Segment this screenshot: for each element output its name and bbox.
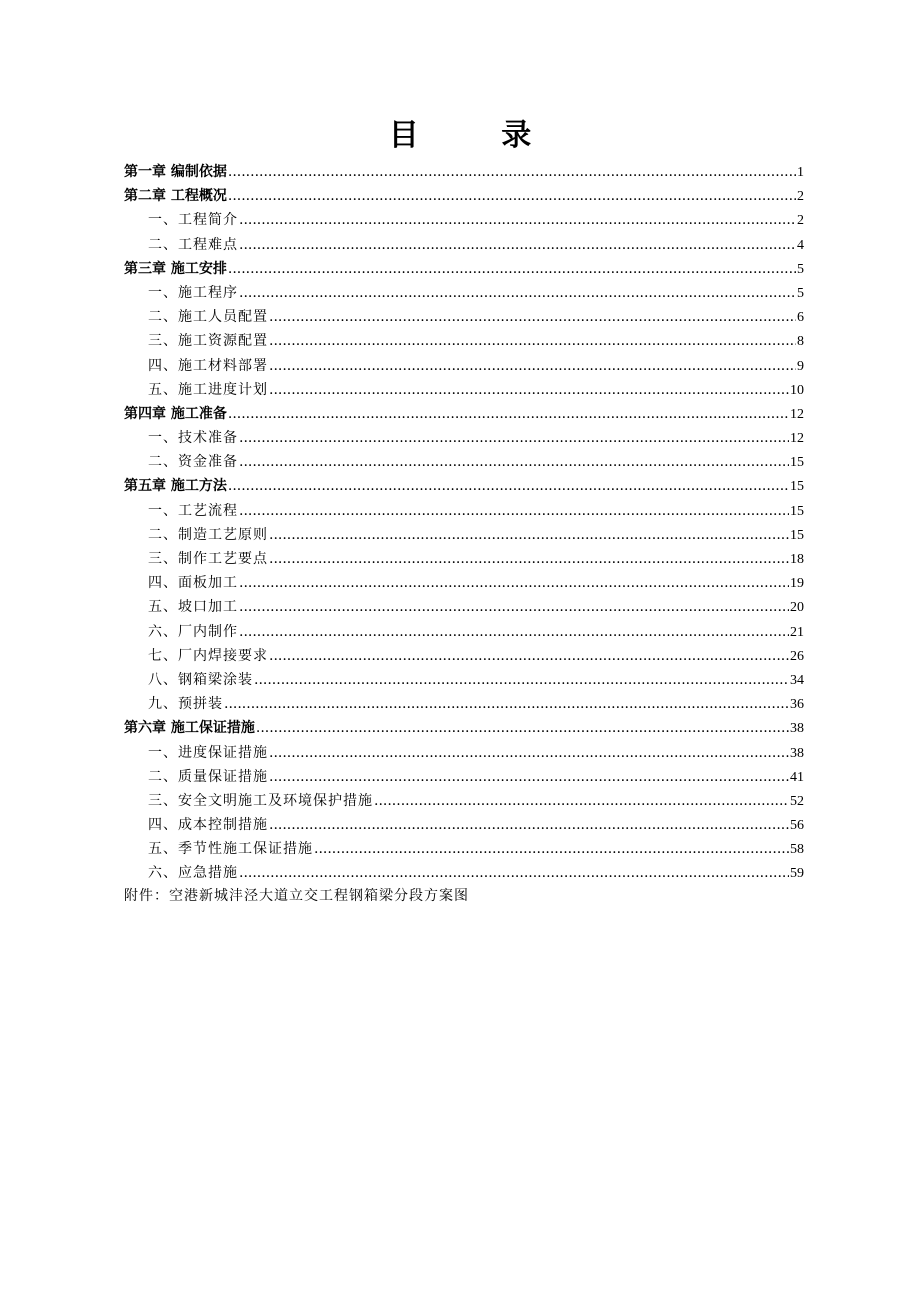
- toc-page-number: 6: [797, 310, 804, 326]
- toc-dot-leader: [239, 233, 796, 257]
- toc-page-number: 21: [790, 624, 804, 640]
- toc-entry-label: 四、面板加工: [148, 575, 238, 592]
- toc-entry-label: 二、工程难点: [148, 236, 238, 253]
- toc-dot-leader: [239, 861, 789, 885]
- toc-dot-leader: [228, 474, 789, 498]
- toc-page-number: 58: [790, 842, 804, 858]
- toc-section-entry[interactable]: [124, 523, 804, 547]
- toc-page-number: 38: [790, 721, 804, 737]
- toc-page-number: 34: [790, 672, 804, 688]
- toc-entry-label: 六、应急措施: [148, 865, 238, 882]
- toc-page-number: 18: [790, 552, 804, 567]
- toc-page-number: 15: [790, 479, 804, 495]
- toc-section-entry[interactable]: [124, 499, 804, 523]
- toc-page-number: 59: [790, 866, 804, 882]
- toc-dot-leader: [239, 450, 789, 474]
- toc-entry-label: 第六章 施工保证措施: [124, 720, 255, 737]
- toc-entry-label: 六、厂内制作: [148, 623, 238, 640]
- toc-section-entry[interactable]: [124, 765, 804, 789]
- toc-entry-label: 三、施工资源配置: [148, 333, 268, 350]
- toc-entry-label: 一、进度保证措施: [148, 744, 268, 761]
- toc-page-number: 15: [790, 455, 804, 471]
- toc-page-number: 2: [797, 189, 804, 205]
- toc-dot-leader: [228, 160, 796, 184]
- toc-section-entry[interactable]: [124, 354, 804, 378]
- toc-page-number: 1: [797, 165, 804, 180]
- toc-dot-leader: [269, 765, 789, 789]
- toc-entry-label: 第一章 编制依据: [124, 164, 227, 180]
- toc-page-number: 38: [790, 745, 804, 761]
- toc-dot-leader: [228, 257, 796, 281]
- toc-dot-leader: [314, 837, 789, 861]
- toc-entry-label: 五、季节性施工保证措施: [148, 841, 313, 858]
- toc-chapter-entry[interactable]: [124, 716, 804, 740]
- toc-dot-leader: [269, 741, 789, 765]
- toc-section-entry[interactable]: [124, 595, 804, 619]
- toc-page-number: 41: [790, 769, 804, 785]
- toc-dot-leader: [254, 668, 789, 692]
- toc-dot-leader: [239, 208, 796, 232]
- toc-section-entry[interactable]: [124, 741, 804, 765]
- toc-entry-label: 第三章 施工安排: [124, 260, 227, 277]
- toc-entry-label: 三、制作工艺要点: [148, 551, 268, 567]
- toc-entry-label: 第二章 工程概况: [124, 188, 227, 205]
- toc-entry-label: 三、安全文明施工及环境保护措施: [148, 792, 373, 809]
- toc-entry-label: 一、工程简介: [148, 212, 238, 229]
- toc-dot-leader: [269, 813, 789, 837]
- toc-entry-label: 七、厂内焊接要求: [148, 647, 268, 664]
- toc-page-number: 5: [797, 285, 804, 301]
- toc-page-number: 4: [797, 237, 804, 253]
- page-title: 目 录: [388, 118, 568, 153]
- toc-chapter-entry[interactable]: [124, 257, 804, 281]
- toc-entry-label: 八、钢箱梁涂装: [148, 671, 253, 688]
- toc-section-entry[interactable]: [124, 450, 804, 474]
- toc-entry-label: 第五章 施工方法: [124, 478, 227, 495]
- toc-section-entry[interactable]: [124, 426, 804, 450]
- toc-page-number: 56: [790, 818, 804, 834]
- toc-page-number: 9: [797, 358, 804, 374]
- toc-chapter-entry[interactable]: [124, 160, 804, 184]
- toc-page-number: 15: [790, 527, 804, 543]
- toc-dot-leader: [239, 281, 796, 305]
- toc-dot-leader: [239, 571, 789, 595]
- toc-entry-label: 二、制造工艺原则: [148, 526, 268, 543]
- toc-section-entry[interactable]: [124, 692, 804, 716]
- toc-page-number: 20: [790, 600, 804, 616]
- toc-section-entry[interactable]: [124, 620, 804, 644]
- toc-page-number: 12: [790, 406, 804, 422]
- toc-page-number: 52: [790, 793, 804, 809]
- toc-page-number: 15: [790, 503, 804, 519]
- toc-chapter-entry[interactable]: [124, 402, 804, 426]
- toc-section-entry[interactable]: [124, 208, 804, 232]
- toc-entry-label: 九、预拼装: [148, 696, 223, 713]
- toc-dot-leader: [269, 547, 789, 571]
- toc-entry-label: 二、资金准备: [148, 454, 238, 471]
- toc-entry-label: 一、工艺流程: [148, 502, 238, 519]
- toc-entry-label: 五、坡口加工: [148, 599, 238, 616]
- toc-entry-label: 一、技术准备: [148, 430, 238, 447]
- toc-dot-leader: [269, 354, 796, 378]
- toc-dot-leader: [224, 692, 789, 716]
- toc-chapter-entry[interactable]: [124, 474, 804, 498]
- toc-entry-label: 四、施工材料部署: [148, 357, 268, 374]
- toc-dot-leader: [269, 378, 789, 402]
- table-of-contents: [124, 160, 804, 886]
- toc-page-number: 19: [790, 576, 804, 592]
- toc-dot-leader: [239, 595, 789, 619]
- toc-section-entry[interactable]: [124, 547, 804, 571]
- toc-page-number: 26: [790, 648, 804, 664]
- toc-chapter-entry[interactable]: [124, 184, 804, 208]
- toc-page-number: 12: [790, 431, 804, 447]
- toc-section-entry[interactable]: [124, 813, 804, 837]
- toc-dot-leader: [269, 644, 789, 668]
- toc-page-number: 10: [790, 382, 804, 398]
- toc-entry-label: 二、质量保证措施: [148, 768, 268, 785]
- toc-page-number: 36: [790, 697, 804, 713]
- toc-dot-leader: [256, 716, 789, 740]
- toc-dot-leader: [239, 620, 789, 644]
- toc-entry-label: 一、施工程序: [148, 284, 238, 301]
- toc-section-entry[interactable]: [124, 329, 804, 353]
- toc-dot-leader: [269, 305, 796, 329]
- toc-dot-leader: [239, 499, 789, 523]
- toc-section-entry[interactable]: [124, 644, 804, 668]
- toc-entry-label: 二、施工人员配置: [148, 309, 268, 326]
- toc-section-entry[interactable]: [124, 571, 804, 595]
- attachment-note: 附件：空港新城沣泾大道立交工程钢箱梁分段方案图: [124, 888, 469, 904]
- toc-entry-label: 四、成本控制措施: [148, 817, 268, 834]
- toc-section-entry[interactable]: [124, 668, 804, 692]
- toc-entry-label: 五、施工进度计划: [148, 381, 268, 398]
- toc-page-number: 8: [797, 334, 804, 350]
- toc-section-entry[interactable]: [124, 281, 804, 305]
- toc-page-number: 2: [797, 213, 804, 229]
- toc-section-entry[interactable]: [124, 861, 804, 885]
- toc-section-entry[interactable]: [124, 233, 804, 257]
- toc-dot-leader: [228, 184, 796, 208]
- toc-dot-leader: [269, 329, 796, 353]
- toc-section-entry[interactable]: [124, 837, 804, 861]
- toc-section-entry[interactable]: [124, 789, 804, 813]
- toc-dot-leader: [228, 402, 789, 426]
- toc-dot-leader: [374, 789, 789, 813]
- toc-entry-label: 第四章 施工准备: [124, 405, 227, 422]
- toc-section-entry[interactable]: [124, 305, 804, 329]
- toc-page-number: 5: [797, 261, 804, 277]
- toc-dot-leader: [269, 523, 789, 547]
- toc-section-entry[interactable]: [124, 378, 804, 402]
- toc-dot-leader: [239, 426, 789, 450]
